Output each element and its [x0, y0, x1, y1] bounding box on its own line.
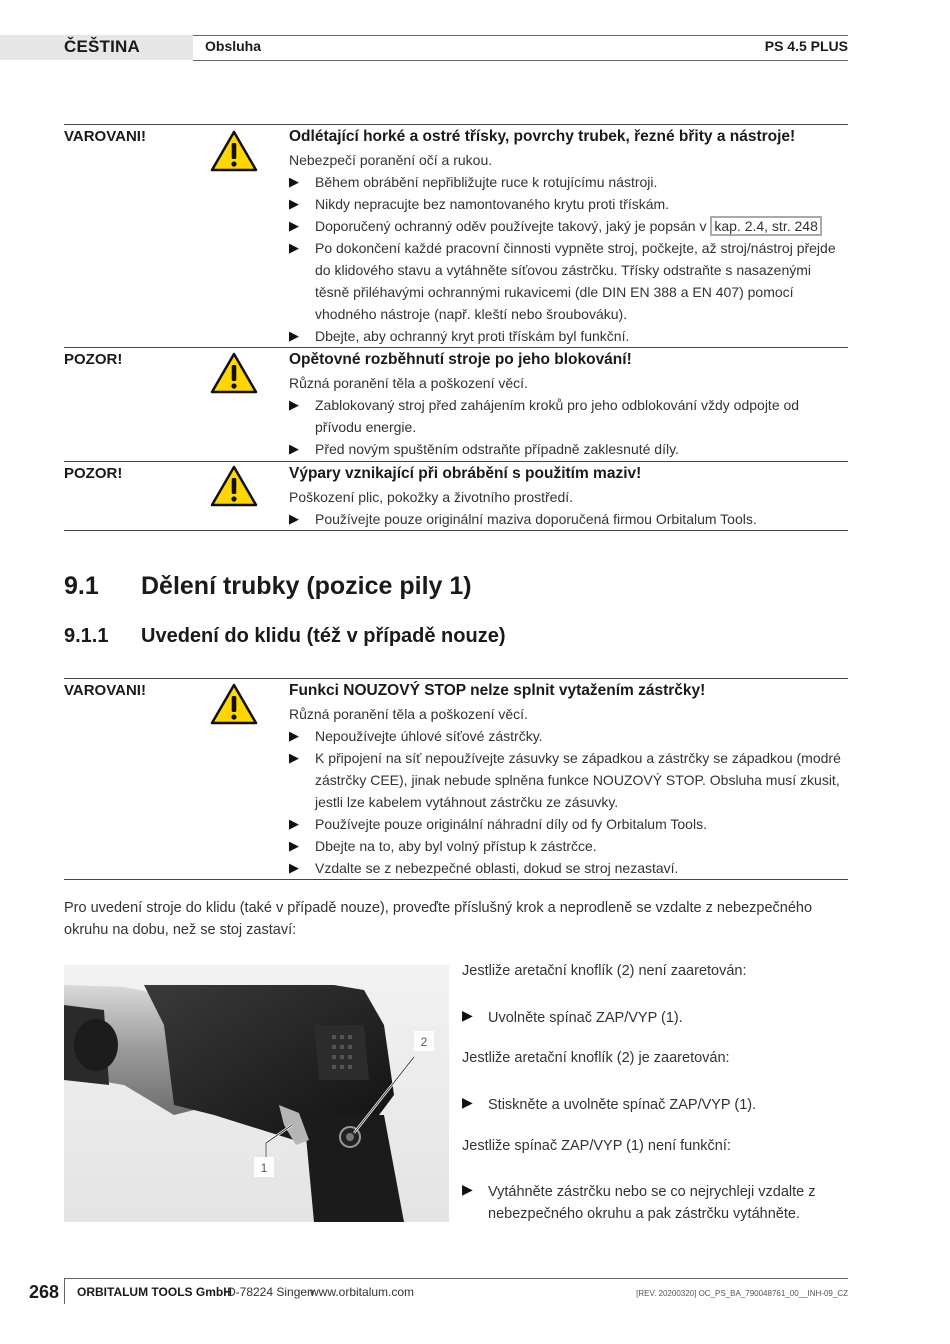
warning-triangle-icon [210, 130, 258, 172]
instruction-condition: Jestliže spínač ZAP/VYP (1) není funkční: [462, 1138, 731, 1154]
footer-address: D-78224 Singen [227, 1285, 314, 1299]
header-rule-bottom [193, 60, 848, 61]
warning-title: Výpary vznikající při obrábění s použitím maziv! [289, 465, 642, 482]
machine-photo [64, 965, 449, 1222]
footer-rule [64, 1278, 848, 1279]
section-heading: 9.1 Dělení trubky (pozice pily 1) [64, 572, 472, 600]
warning-title: Funkci NOUZOVÝ STOP nelze splnit vytažením zástrčky! [289, 682, 706, 699]
header-section: Obsluha [205, 38, 262, 54]
instruction-condition: Jestliže aretační knoflík (2) je zaaretován: [462, 1050, 730, 1066]
warning-bullet: ▶ Doporučený ochranný oděv používejte takový, jaký je popsán v kap. 2.4, str. 248 [289, 215, 849, 237]
warning-bullet: ▶ Nikdy nepracujte bez namontovaného krytu proti třískám. [289, 193, 849, 215]
warning-rule [64, 124, 848, 125]
chapter-reference-link[interactable]: kap. 2.4, str. 248 [710, 216, 822, 236]
warning-subtitle: Různá poranění těla a poškození věcí. [289, 375, 528, 391]
warning-bullet: ▶ Používejte pouze originální náhradní díly od fy Orbitalum Tools. [289, 813, 849, 835]
bullet-arrow-icon: ▶ [289, 511, 299, 526]
header-language-block [0, 35, 193, 60]
warning-bullet: ▶ Po dokončení každé pracovní činnosti vypněte stroj, počkejte, až stroj/nástroj přejde do klidového stavu a vytáhněte síťovou zástrčku. Třísky odstraňte s nasazenými těsně přiléhavými ochrannými rukavicemi (dle DIN EN 388 a EN 407) pomocí vhodného nástroje (např. kleští nebo šroubováku). [289, 237, 849, 325]
callout-1-label: 1 [260, 1161, 268, 1175]
instruction-action: ▶ Vytáhněte zástrčku nebo se co nejrychleji vzdalte z nebezpečného okruhu a pak zástrčku vytáhněte. [462, 1181, 816, 1222]
bullet-arrow-icon: ▶ [462, 1094, 473, 1110]
drill-illustration [64, 965, 449, 1222]
bullet-arrow-icon: ▶ [289, 441, 299, 456]
footer-revision: [REV. 20200320] OC_PS_BA_790048761_00__INH-09_CZ [636, 1289, 848, 1298]
bullet-arrow-icon: ▶ [289, 196, 299, 211]
bullet-arrow-icon: ▶ [289, 218, 299, 233]
bullet-arrow-icon: ▶ [289, 860, 299, 875]
page-number: 268 [29, 1282, 60, 1302]
footer-website-link[interactable]: www.orbitalum.com [310, 1285, 415, 1299]
warning-bullet: ▶ Dbejte, aby ochranný kryt proti třískám byl funkční. [289, 325, 849, 347]
warning-subtitle: Poškození plic, pokožky a životního prostředí. [289, 489, 574, 505]
header-language: ČEŠTINA [64, 37, 141, 56]
bullet-arrow-icon: ▶ [289, 397, 299, 412]
subsection-heading: 9.1.1 Uvedení do klidu (též v případě nouze) [64, 625, 506, 647]
warning-rule [64, 530, 848, 531]
warning-triangle-icon [210, 683, 258, 725]
instruction-action: ▶ Stiskněte a uvolněte spínač ZAP/VYP (1). [462, 1094, 757, 1113]
bullet-arrow-icon: ▶ [462, 1181, 473, 1197]
footer-divider [64, 1278, 65, 1304]
warning-triangle-icon [210, 465, 258, 507]
warning-signal-word: VAROVANI! [64, 128, 146, 145]
bullet-arrow-icon: ▶ [289, 728, 299, 743]
warning-bullet: ▶ Před novým spuštěním odstraňte případně zaklesnuté díly. [289, 438, 849, 460]
instruction-condition: Jestliže aretační knoflík (2) není zaaretován: [462, 963, 747, 979]
bullet-arrow-icon: ▶ [289, 174, 299, 189]
warning-title: Opětovné rozběhnutí stroje po jeho blokování! [289, 351, 632, 368]
warning-signal-word: VAROVANI! [64, 682, 146, 699]
warning-bullet: ▶ Během obrábění nepřibližujte ruce k rotujícímu nástroji. [289, 171, 849, 193]
bullet-arrow-icon: ▶ [289, 750, 299, 765]
warning-rule [64, 347, 848, 348]
warning-title: Odlétající horké a ostré třísky, povrchy trubek, řezné břity a nástroje! [289, 128, 796, 145]
footer-company: ORBITALUM TOOLS GmbH [77, 1285, 232, 1299]
bullet-arrow-icon: ▶ [289, 838, 299, 853]
warning-subtitle: Nebezpečí poranění očí a rukou. [289, 152, 493, 168]
bullet-arrow-icon: ▶ [289, 240, 299, 255]
warning-bullet: ▶ K připojení na síť nepoužívejte zásuvky se západkou a zástrčky se západkou (modré zástrčky CEE), jinak nebude splněna funkce NOUZOVÝ STOP. Obsluha musí zkusit, jestli lze kabelem vytáhnout zástrčku ze zásuvky. [289, 747, 849, 813]
warning-bullet: ▶ Vzdalte se z nebezpečné oblasti, dokud se stroj nezastaví. [289, 857, 849, 879]
warning-bullet: ▶ Nepoužívejte úhlové síťové zástrčky. [289, 725, 849, 747]
warning-bullet: ▶ Dbejte na to, aby byl volný přístup k zástrčce. [289, 835, 849, 857]
warning-rule [64, 879, 848, 880]
bullet-arrow-icon: ▶ [462, 1007, 473, 1023]
warning-triangle-icon [210, 352, 258, 394]
bullet-arrow-icon: ▶ [289, 816, 299, 831]
warning-signal-word: POZOR! [64, 351, 123, 368]
header-rule-top [193, 35, 848, 36]
intro-paragraph: Pro uvedení stroje do klidu (také v případě nouze), proveďte příslušný krok a neprodleně se vzdalte z nebezpečného okruhu na dobu, než se stoj zastaví: [64, 900, 813, 938]
warning-signal-word: POZOR! [64, 465, 123, 482]
header-model: PS 4.5 PLUS [764, 38, 848, 54]
callout-2-label: 2 [420, 1035, 428, 1049]
warning-bullet: ▶ Zablokovaný stroj před zahájením kroků pro jeho odblokování vždy odpojte od přívodu energie. [289, 394, 849, 438]
bullet-arrow-icon: ▶ [289, 328, 299, 343]
warning-rule [64, 461, 848, 462]
warning-subtitle: Různá poranění těla a poškození věcí. [289, 706, 528, 722]
warning-bullet: ▶ Používejte pouze originální maziva doporučená firmou Orbitalum Tools. [289, 508, 849, 530]
instruction-action: ▶ Uvolněte spínač ZAP/VYP (1). [462, 1007, 683, 1026]
warning-rule [64, 678, 848, 679]
